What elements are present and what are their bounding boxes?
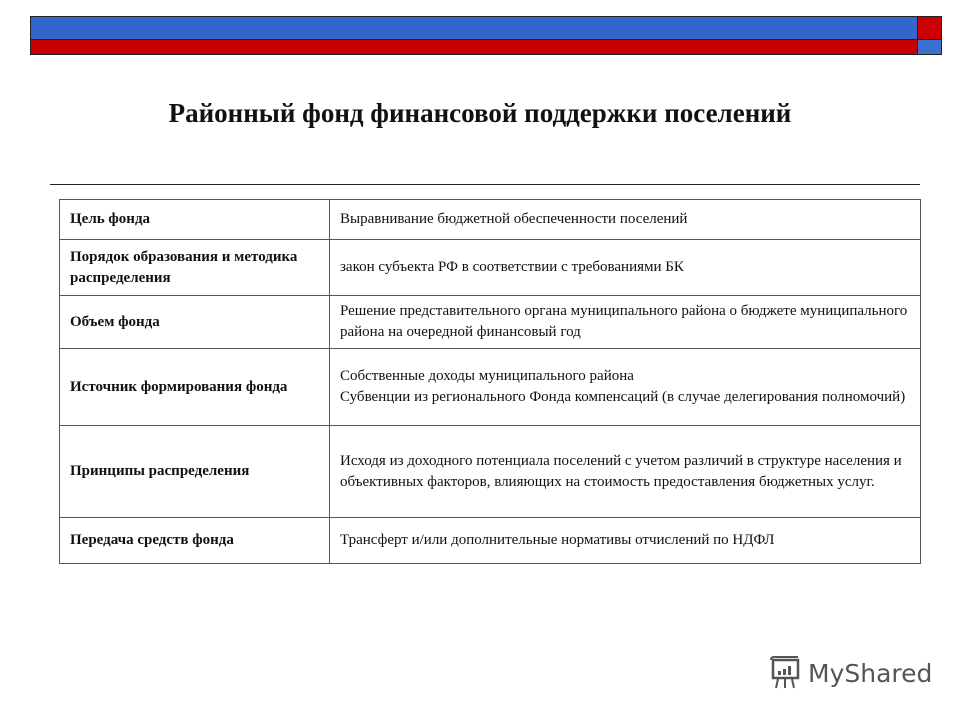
row-key: Источник формирования фонда [60,349,330,426]
row-value: Трансферт и/или дополнительные нормативы отчислений по НДФЛ [330,518,921,564]
header-bar-blue [30,16,918,40]
row-value-line: Собственные доходы муниципального района [340,368,634,384]
header-bar-red [30,40,918,55]
row-key: Порядок образования и методика распределения [60,240,330,296]
table-row [60,296,921,349]
table-row [60,426,921,518]
divider [50,184,920,185]
header-square-blue [918,40,942,55]
table-row [60,200,921,240]
table-row [60,518,921,564]
header-square-red [918,16,942,40]
row-value: Решение представительного органа муниципального района о бюджете муниципального района на очередной финансовый год [330,296,921,349]
table-row [60,240,921,296]
row-key: Цель фонда [60,200,330,240]
row-value: Выравнивание бюджетной обеспеченности поселений [330,200,921,240]
presentation-board-icon [768,656,802,690]
row-value [330,349,921,426]
row-key: Передача средств фонда [60,518,330,564]
row-value: закон субъекта РФ в соответствии с требованиями БК [330,240,921,296]
row-value: Исходя из доходного потенциала поселений с учетом различий в структуре населения и объективных факторов, влияющих на стоимость предоставления бюджетных услуг. [330,426,921,518]
watermark-text: MyShared [808,658,933,688]
watermark-logo [768,656,932,690]
fund-table [59,199,921,564]
row-key: Объем фонда [60,296,330,349]
row-value-line: Субвенции из регионального Фонда компенсаций (в случае делегирования полномочий) [340,389,906,405]
row-key: Принципы распределения [60,426,330,518]
slide-title: Районный фонд финансовой поддержки поселений [168,98,792,128]
table-row [60,349,921,426]
